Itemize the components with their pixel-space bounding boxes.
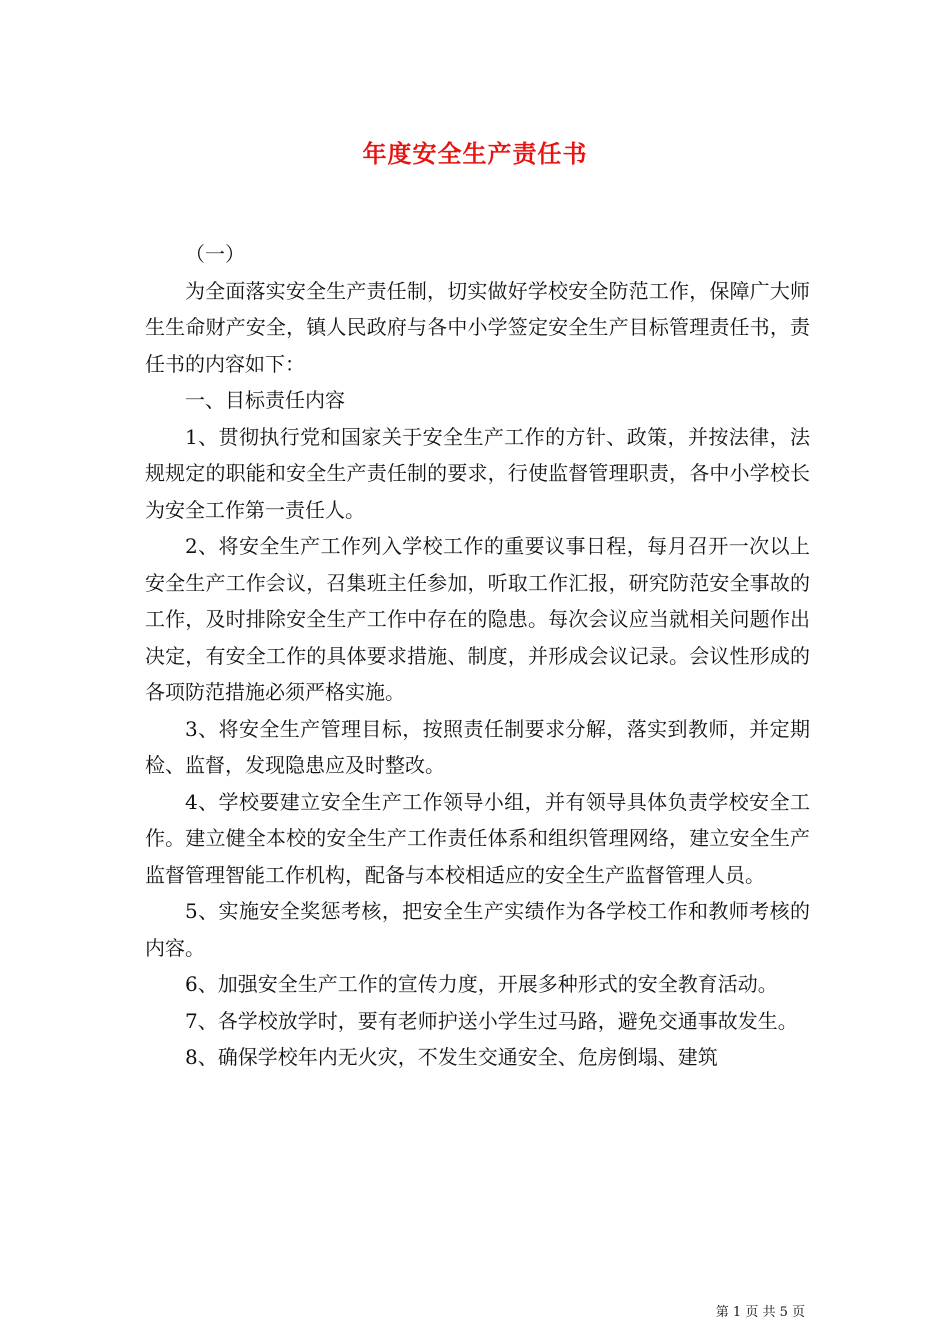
item-7: 7、各学校放学时，要有老师护送小学生过马路，避免交通事故发生。: [185, 1008, 798, 1033]
page-number: 第 1 页 共 5 页: [715, 1305, 805, 1320]
item-1: 1、贯彻执行党和国家关于安全生产工作的方针、政策，并按法律，法规规定的职能和安全生产责任制的要求，行使监督管理职责，各中小学校长为安全工作第一责任人。: [145, 424, 810, 522]
item-8: 8、确保学校年内无火灾，不发生交通安全、危房倒塌、建筑: [185, 1045, 718, 1069]
document-title: 年度安全生产责任书: [362, 139, 588, 168]
section-marker: （一）: [185, 242, 245, 266]
intro-paragraph: 为全面落实安全生产责任制，切实做好学校安全防范工作，保障广大师生生命财产安全，镇人民政府与各中小学签定安全生产目标管理责任书，责任书的内容如下：: [145, 278, 810, 376]
item-2: 2、将安全生产工作列入学校工作的重要议事日程，每月召开一次以上安全生产工作会议，召集班主任参加，听取工作汇报，研究防范安全事故的工作，及时排除安全生产工作中存在的隐患。每次会议应当就相关问题作出决定，有安全工作的具体要求措施、制度，并形成会议记录。会议性形成的各项防范措施必须严格实施。: [145, 534, 810, 704]
document-body: [145, 236, 810, 1076]
item-5: 5、实施安全奖惩考核，把安全生产实绩作为各学校工作和教师考核的内容。: [145, 899, 810, 960]
section-heading: 一、目标责任内容: [185, 388, 345, 412]
item-4: 4、学校要建立安全生产工作领导小组，并有领导具体负责学校安全工作。建立健全本校的安全生产工作责任体系和组织管理网络，建立安全生产监督管理智能工作机构，配备与本校相适应的安全生产监督管理人员。: [145, 789, 810, 887]
item-3: 3、将安全生产管理目标，按照责任制要求分解，落实到教师，并定期检、监督，发现隐患应及时整改。: [145, 716, 810, 777]
item-6: 6、加强安全生产工作的宣传力度，开展多种形式的安全教育活动。: [185, 972, 778, 996]
